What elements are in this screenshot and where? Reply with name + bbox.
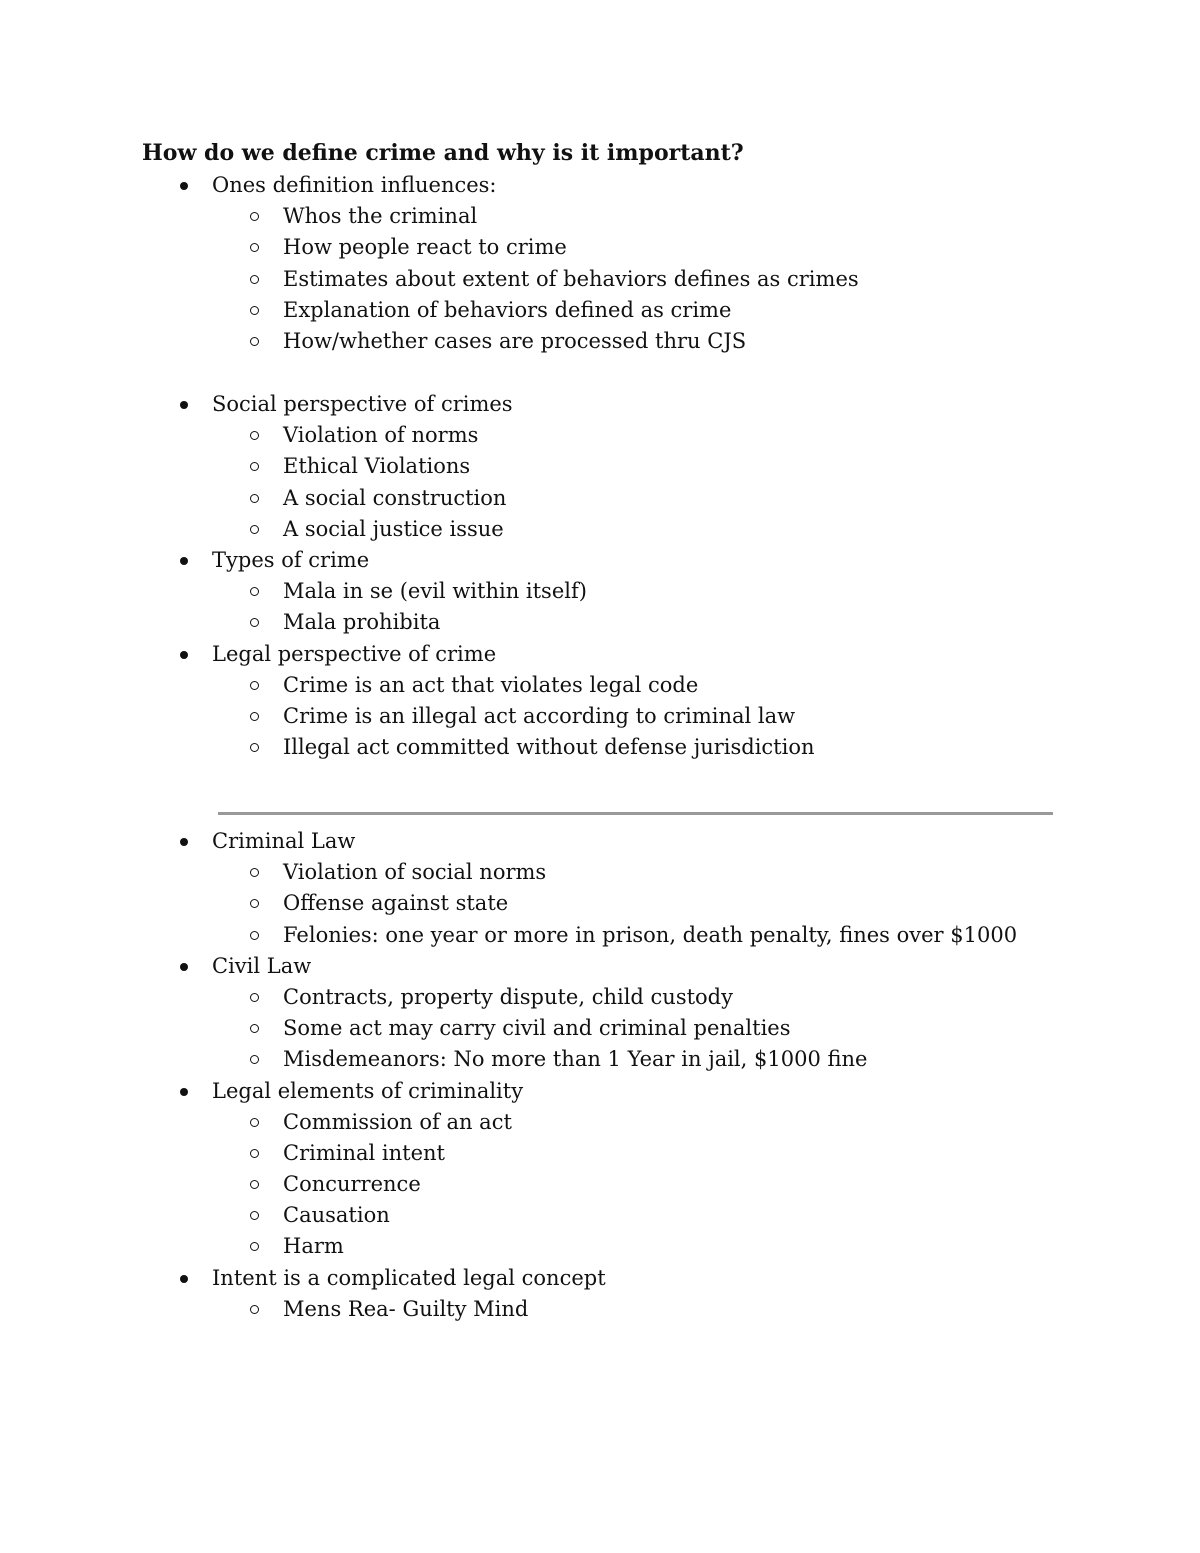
list-item [0,1107,1200,1138]
circle-bullet-icon [250,857,260,888]
circle-bullet-icon [250,1138,260,1169]
section-label: Criminal Law [212,829,356,853]
circle-bullet-icon [250,483,260,514]
circle-bullet-icon [250,420,260,451]
sub-item-text: Violation of norms [283,423,479,448]
sub-item-text: Some act may carry civil and criminal penalties [283,1016,791,1041]
page-title: How do we define crime and why is it important? [142,140,744,166]
circle-bullet-icon [250,201,260,232]
section-label: Types of crime [212,547,370,572]
circle-bullet-icon [250,451,260,482]
sub-item-text: Contracts, property dispute, child custody [283,984,733,1009]
list-item [0,607,1200,638]
section-label: Legal perspective of crime [212,641,497,666]
sub-item-text: Whos the criminal [283,204,478,229]
bullet-icon [180,951,189,982]
sub-item-text: A social justice issue [283,516,504,541]
circle-bullet-icon [250,295,260,326]
circle-bullet-icon [250,1169,260,1200]
list-item [0,857,1200,888]
bullet-icon [180,639,189,670]
list-item [0,1076,1200,1107]
section-label: Civil Law [212,953,312,978]
list-item [0,639,1200,670]
list-item [0,483,1200,514]
sub-item-text: Explanation of behaviors defined as crime [283,297,732,322]
sub-item-text: Harm [283,1234,344,1259]
section-label: Legal elements of criminality [212,1078,524,1103]
sub-item-text: Criminal intent [283,1140,445,1165]
bullet-icon [180,170,189,201]
list-item [0,701,1200,732]
list-item [0,1169,1200,1200]
section-group-perspectives [0,389,1200,763]
circle-bullet-icon [250,1107,260,1138]
circle-bullet-icon [250,670,260,701]
sub-item-text: Mala in se (evil within itself) [283,579,587,604]
circle-bullet-icon [250,1013,260,1044]
sub-item-text: Illegal act committed without defense jurisdiction [283,735,815,760]
bullet-icon [180,389,189,420]
list-item [0,826,1200,857]
section-label: Social perspective of crimes [212,392,513,416]
list-item [0,1263,1200,1294]
bullet-icon [180,826,189,857]
list-item [0,451,1200,482]
list-item [0,545,1200,576]
section-definition-influences [0,170,1200,357]
sub-item-text: Estimates about extent of behaviors defines as crimes [283,266,859,291]
circle-bullet-icon [250,1231,260,1262]
list-item [0,514,1200,545]
list-item [0,1013,1200,1044]
circle-bullet-icon [250,732,260,763]
sub-item-text: Ethical Violations [283,454,471,479]
circle-bullet-icon [250,982,260,1013]
list-item [0,951,1200,982]
circle-bullet-icon [250,264,260,295]
horizontal-divider [218,812,1053,815]
list-item [0,1138,1200,1169]
list-item [0,670,1200,701]
list-item [0,295,1200,326]
circle-bullet-icon [250,1044,260,1075]
sub-item-text: A social construction [283,485,507,510]
circle-bullet-icon [250,514,260,545]
circle-bullet-icon [250,607,260,638]
section-label: Intent is a complicated legal concept [212,1265,606,1290]
sub-item-text: Misdemeanors: No more than 1 Year in jail, $1000 fine [283,1047,868,1072]
sub-item-text: Mens Rea- Guilty Mind [283,1296,529,1321]
list-item [0,420,1200,451]
circle-bullet-icon [250,888,260,919]
sub-item-text: How people react to crime [283,235,567,260]
sub-item-text: Causation [283,1203,390,1228]
list-item [0,326,1200,357]
list-item [0,264,1200,295]
list-item [0,1231,1200,1262]
sub-item-text: Mala prohibita [283,610,441,635]
sub-item-text: Offense against state [283,891,509,916]
list-item [0,732,1200,763]
circle-bullet-icon [250,1294,260,1325]
circle-bullet-icon [250,576,260,607]
section-group-law [0,826,1200,1325]
sub-item-text: Crime is an illegal act according to criminal law [283,703,796,728]
sub-item-text: Violation of social norms [283,860,547,885]
list-item [0,576,1200,607]
section-label: Ones definition influences: [212,173,497,197]
sub-item-text: Concurrence [283,1172,421,1197]
list-item [0,920,1200,951]
list-item [0,982,1200,1013]
circle-bullet-icon [250,1200,260,1231]
sub-item-text: Commission of an act [283,1109,512,1134]
list-item [0,1044,1200,1075]
list-item [0,389,1200,420]
list-item [0,201,1200,232]
circle-bullet-icon [250,920,260,951]
list-item [0,232,1200,263]
bullet-icon [180,1076,189,1107]
sub-item-text: How/whether cases are processed thru CJS [283,328,747,353]
circle-bullet-icon [250,326,260,357]
list-item [0,888,1200,919]
bullet-icon [180,545,189,576]
circle-bullet-icon [250,701,260,732]
list-item [0,1200,1200,1231]
list-item [0,1294,1200,1325]
sub-item-text: Felonies: one year or more in prison, death penalty, fines over $1000 [283,922,1018,947]
sub-item-text: Crime is an act that violates legal code [283,672,699,697]
bullet-icon [180,1263,189,1294]
list-item [0,170,1200,201]
circle-bullet-icon [250,232,260,263]
